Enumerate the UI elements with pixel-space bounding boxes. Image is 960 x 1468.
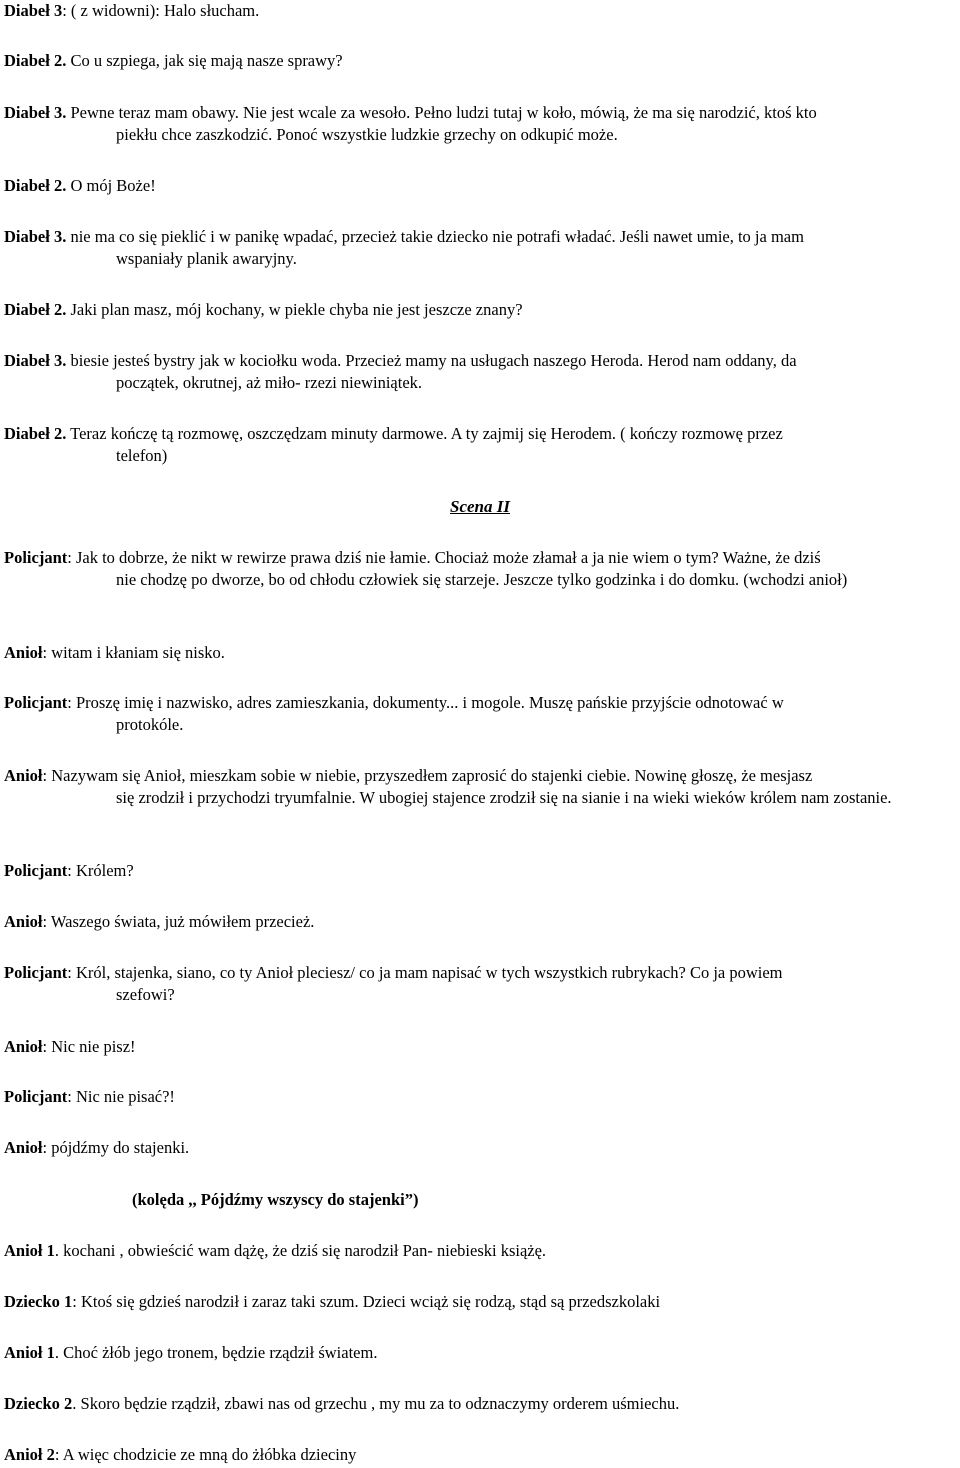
line-text: : Królem? [67,861,134,880]
line-text: : Proszę imię i nazwisko, adres zamieszkania, dokumenty... i mogole. Muszę pańskie przyjście odnotować w [67,693,784,712]
speaker-name: Diabeł 3 [4,1,63,20]
speaker-name: Anioł [4,1037,43,1056]
speaker-name: Anioł [4,912,43,931]
line-continuation: telefon) [116,446,168,465]
line-text: biesie jesteś bystry jak w kociołku woda. Przecież mamy na usługach naszego Heroda. Herod nam oddany, da [66,351,797,370]
line-text: : Waszego świata, już mówiłem przecież. [42,912,315,931]
speaker-name: Policjant [4,963,68,982]
dialogue-line [4,1086,956,1108]
speaker-name: Policjant [4,693,68,712]
dialogue-line [4,1137,956,1159]
dialogue-line [4,350,956,394]
line-continuation: piekłu chce zaszkodzić. Ponoć wszystkie ludzkie grzechy on odkupić może. [116,125,618,144]
line-text: : witam i kłaniam się nisko. [42,643,225,662]
line-text: Pewne teraz mam obawy. Nie jest wcale za wesoło. Pełno ludzi tutaj w koło, mówią, że ma się narodzić, ktoś kto [66,103,817,122]
line-text: . Skoro będzie rządził, zbawi nas od grzechu , my mu za to odznaczymy orderem uśmiechu. [72,1394,680,1413]
line-continuation: nie chodzę po dworze, bo od chłodu człowiek się starzeje. Jeszcze tylko godzinka i do domku. (wchodzi anioł) [116,570,848,589]
line-text: Co u szpiega, jak się mają nasze sprawy? [66,51,343,70]
speaker-name: Anioł [4,766,43,785]
dialogue-line [4,962,956,1006]
speaker-name: Diabeł 2. [4,424,67,443]
line-text: nie ma co się pieklić i w panikę wpadać, przecież takie dziecko nie potrafi władać. Jeśli nawet umie, to ja mam [66,227,804,246]
speaker-name: Policjant [4,1087,68,1106]
line-text: : Nic nie pisać?! [67,1087,175,1106]
line-continuation: protokóle. [116,715,184,734]
line-continuation: początek, okrutnej, aż miło- rzezi niewiniątek. [116,373,423,392]
speaker-name: Diabeł 2. [4,176,67,195]
scene-title: Scena II [450,497,510,516]
dialogue-line [4,911,956,933]
line-text: : Król, stajenka, siano, co ty Anioł pleciesz/ co ja mam napisać w tych wszystkich rubrykach? Co ja powiem [67,963,783,982]
speaker-name: Anioł [4,643,43,662]
line-text: Jaki plan masz, mój kochany, w piekle chyba nie jest jeszcze znany? [66,300,523,319]
speaker-name: Diabeł 2. [4,51,67,70]
dialogue-line [4,50,956,72]
speaker-name: Anioł [4,1138,43,1157]
dialogue-line [4,1036,956,1058]
dialogue-line [4,423,956,467]
dialogue-line [4,860,956,882]
line-text: Teraz kończę tą rozmowę, oszczędzam minuty darmowe. A ty zajmij się Herodem. ( kończy rozmowę przez [66,424,783,443]
line-text: : Ktoś się gdzieś narodził i zaraz taki szum. Dzieci wciąż się rodzą, stąd są przedszkolaki [72,1292,661,1311]
dialogue-line [4,1291,956,1313]
dialogue-line [4,765,956,809]
dialogue-line [4,1393,956,1415]
line-text: : Nic nie pisz! [42,1037,136,1056]
dialogue-line [4,547,956,591]
line-text: : Nazywam się Anioł, mieszkam sobie w niebie, przyszedłem zaprosić do stajenki ciebie. Nowinę głoszę, że mesjasz [42,766,813,785]
line-text: : ( z widowni): Halo słucham. [62,1,260,20]
speaker-name: Diabeł 2. [4,300,67,319]
speaker-name: Diabeł 3. [4,351,67,370]
speaker-name: Dziecko 1 [4,1292,73,1311]
line-continuation: się zrodził i przychodzi tryumfalnie. W ubogiej stajence zrodził się na sianie i na wieki wieków królem nam zostanie. [116,788,892,807]
line-text: . kochani , obwieścić wam dążę, że dziś się narodził Pan- niebieski książę. [54,1241,547,1260]
line-text: : A więc chodzicie ze mną do żłóbka dzieciny [54,1445,357,1464]
dialogue-line [4,175,956,197]
line-continuation: wspaniały planik awaryjny. [116,249,297,268]
line-continuation: szefowi? [116,985,175,1004]
dialogue-line [4,1240,956,1262]
line-text: O mój Boże! [66,176,156,195]
dialogue-line [4,299,956,321]
dialogue-line [4,1342,956,1364]
speaker-name: Policjant [4,548,68,567]
speaker-name: Anioł 1 [4,1343,55,1362]
speaker-name: Policjant [4,861,68,880]
dialogue-line [4,1444,956,1466]
line-text: : pójdźmy do stajenki. [42,1138,190,1157]
dialogue-line [4,0,956,22]
speaker-name: Diabeł 3. [4,227,67,246]
carol-title: (kolęda ,, Pójdźmy wszyscy do stajenki”) [132,1190,419,1209]
speaker-name: Anioł 1 [4,1241,55,1260]
speaker-name: Diabeł 3. [4,103,67,122]
dialogue-line [4,692,956,736]
speaker-name: Dziecko 2 [4,1394,73,1413]
line-text: : Jak to dobrze, że nikt w rewirze prawa dziś nie łamie. Chociaż może złamał a ja nie wiem o tym? Ważne, że dziś [67,548,821,567]
speaker-name: Anioł 2 [4,1445,55,1464]
line-text: . Choć żłób jego tronem, będzie rządził światem. [54,1343,378,1362]
dialogue-line [4,642,956,664]
dialogue-line [4,226,956,270]
dialogue-line [4,102,956,146]
